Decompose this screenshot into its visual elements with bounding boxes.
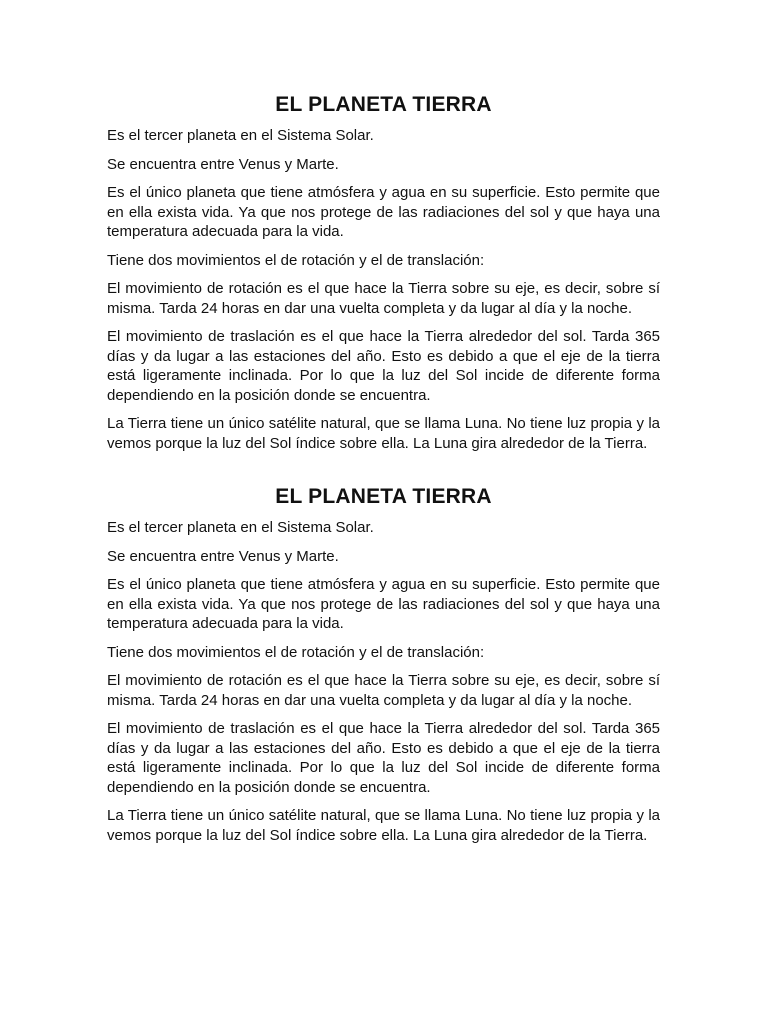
paragraph: El movimiento de traslación es el que hace la Tierra alrededor del sol. Tarda 365 días y da lugar a las estaciones del año. Esto es debido a que el eje de la tierra está ligeramente inclinada. Por lo que la luz del Sol incide de diferente forma dependiendo en la posición donde se encuentra. (107, 328, 660, 404)
document-page (107, 90, 660, 845)
paragraph: La Tierra tiene un único satélite natural, que se llama Luna. No tiene luz propia y la vemos porque la luz del Sol índice sobre ella. La Luna gira alrededor de la Tierra. (107, 415, 660, 452)
paragraph: La Tierra tiene un único satélite natural, que se llama Luna. No tiene luz propia y la vemos porque la luz del Sol índice sobre ella. La Luna gira alrededor de la Tierra. (107, 807, 660, 844)
paragraph: Es el único planeta que tiene atmósfera y agua en su superficie. Esto permite que en ella exista vida. Ya que nos protege de las radiaciones del sol y que haya una temperatura adecuada para la vida. (107, 184, 660, 240)
paragraph: Es el tercer planeta en el Sistema Solar. (107, 127, 374, 144)
paragraph: El movimiento de rotación es el que hace la Tierra sobre su eje, es decir, sobre sí misma. Tarda 24 horas en dar una vuelta completa y da lugar al día y la noche. (107, 672, 660, 709)
paragraph: Tiene dos movimientos el de rotación y el de translación: (107, 251, 485, 269)
paragraph: El movimiento de traslación es el que hace la Tierra alrededor del sol. Tarda 365 días y da lugar a las estaciones del año. Esto es debido a que el eje de la tierra está ligeramente inclinada. Por lo que la luz del Sol incide de diferente forma dependiendo en la posición donde se encuentra. (107, 720, 660, 796)
section-1 (107, 90, 660, 453)
paragraph: Es el único planeta que tiene atmósfera y agua en su superficie. Esto permite que en ella exista vida. Ya que nos protege de las radiaciones del sol y que haya una temperatura adecuada para la vida. (107, 576, 660, 632)
paragraph: Se encuentra entre Venus y Marte. (107, 547, 339, 565)
section-title: EL PLANETA TIERRA (275, 93, 492, 116)
paragraph: Se encuentra entre Venus y Marte. (107, 155, 339, 173)
paragraph: Tiene dos movimientos el de rotación y el de translación: (107, 643, 485, 661)
paragraph: Es el tercer planeta en el Sistema Solar. (107, 519, 374, 536)
section-title: EL PLANETA TIERRA (275, 485, 492, 508)
section-2 (107, 482, 660, 845)
paragraph: El movimiento de rotación es el que hace la Tierra sobre su eje, es decir, sobre sí misma. Tarda 24 horas en dar una vuelta completa y da lugar al día y la noche. (107, 280, 660, 317)
